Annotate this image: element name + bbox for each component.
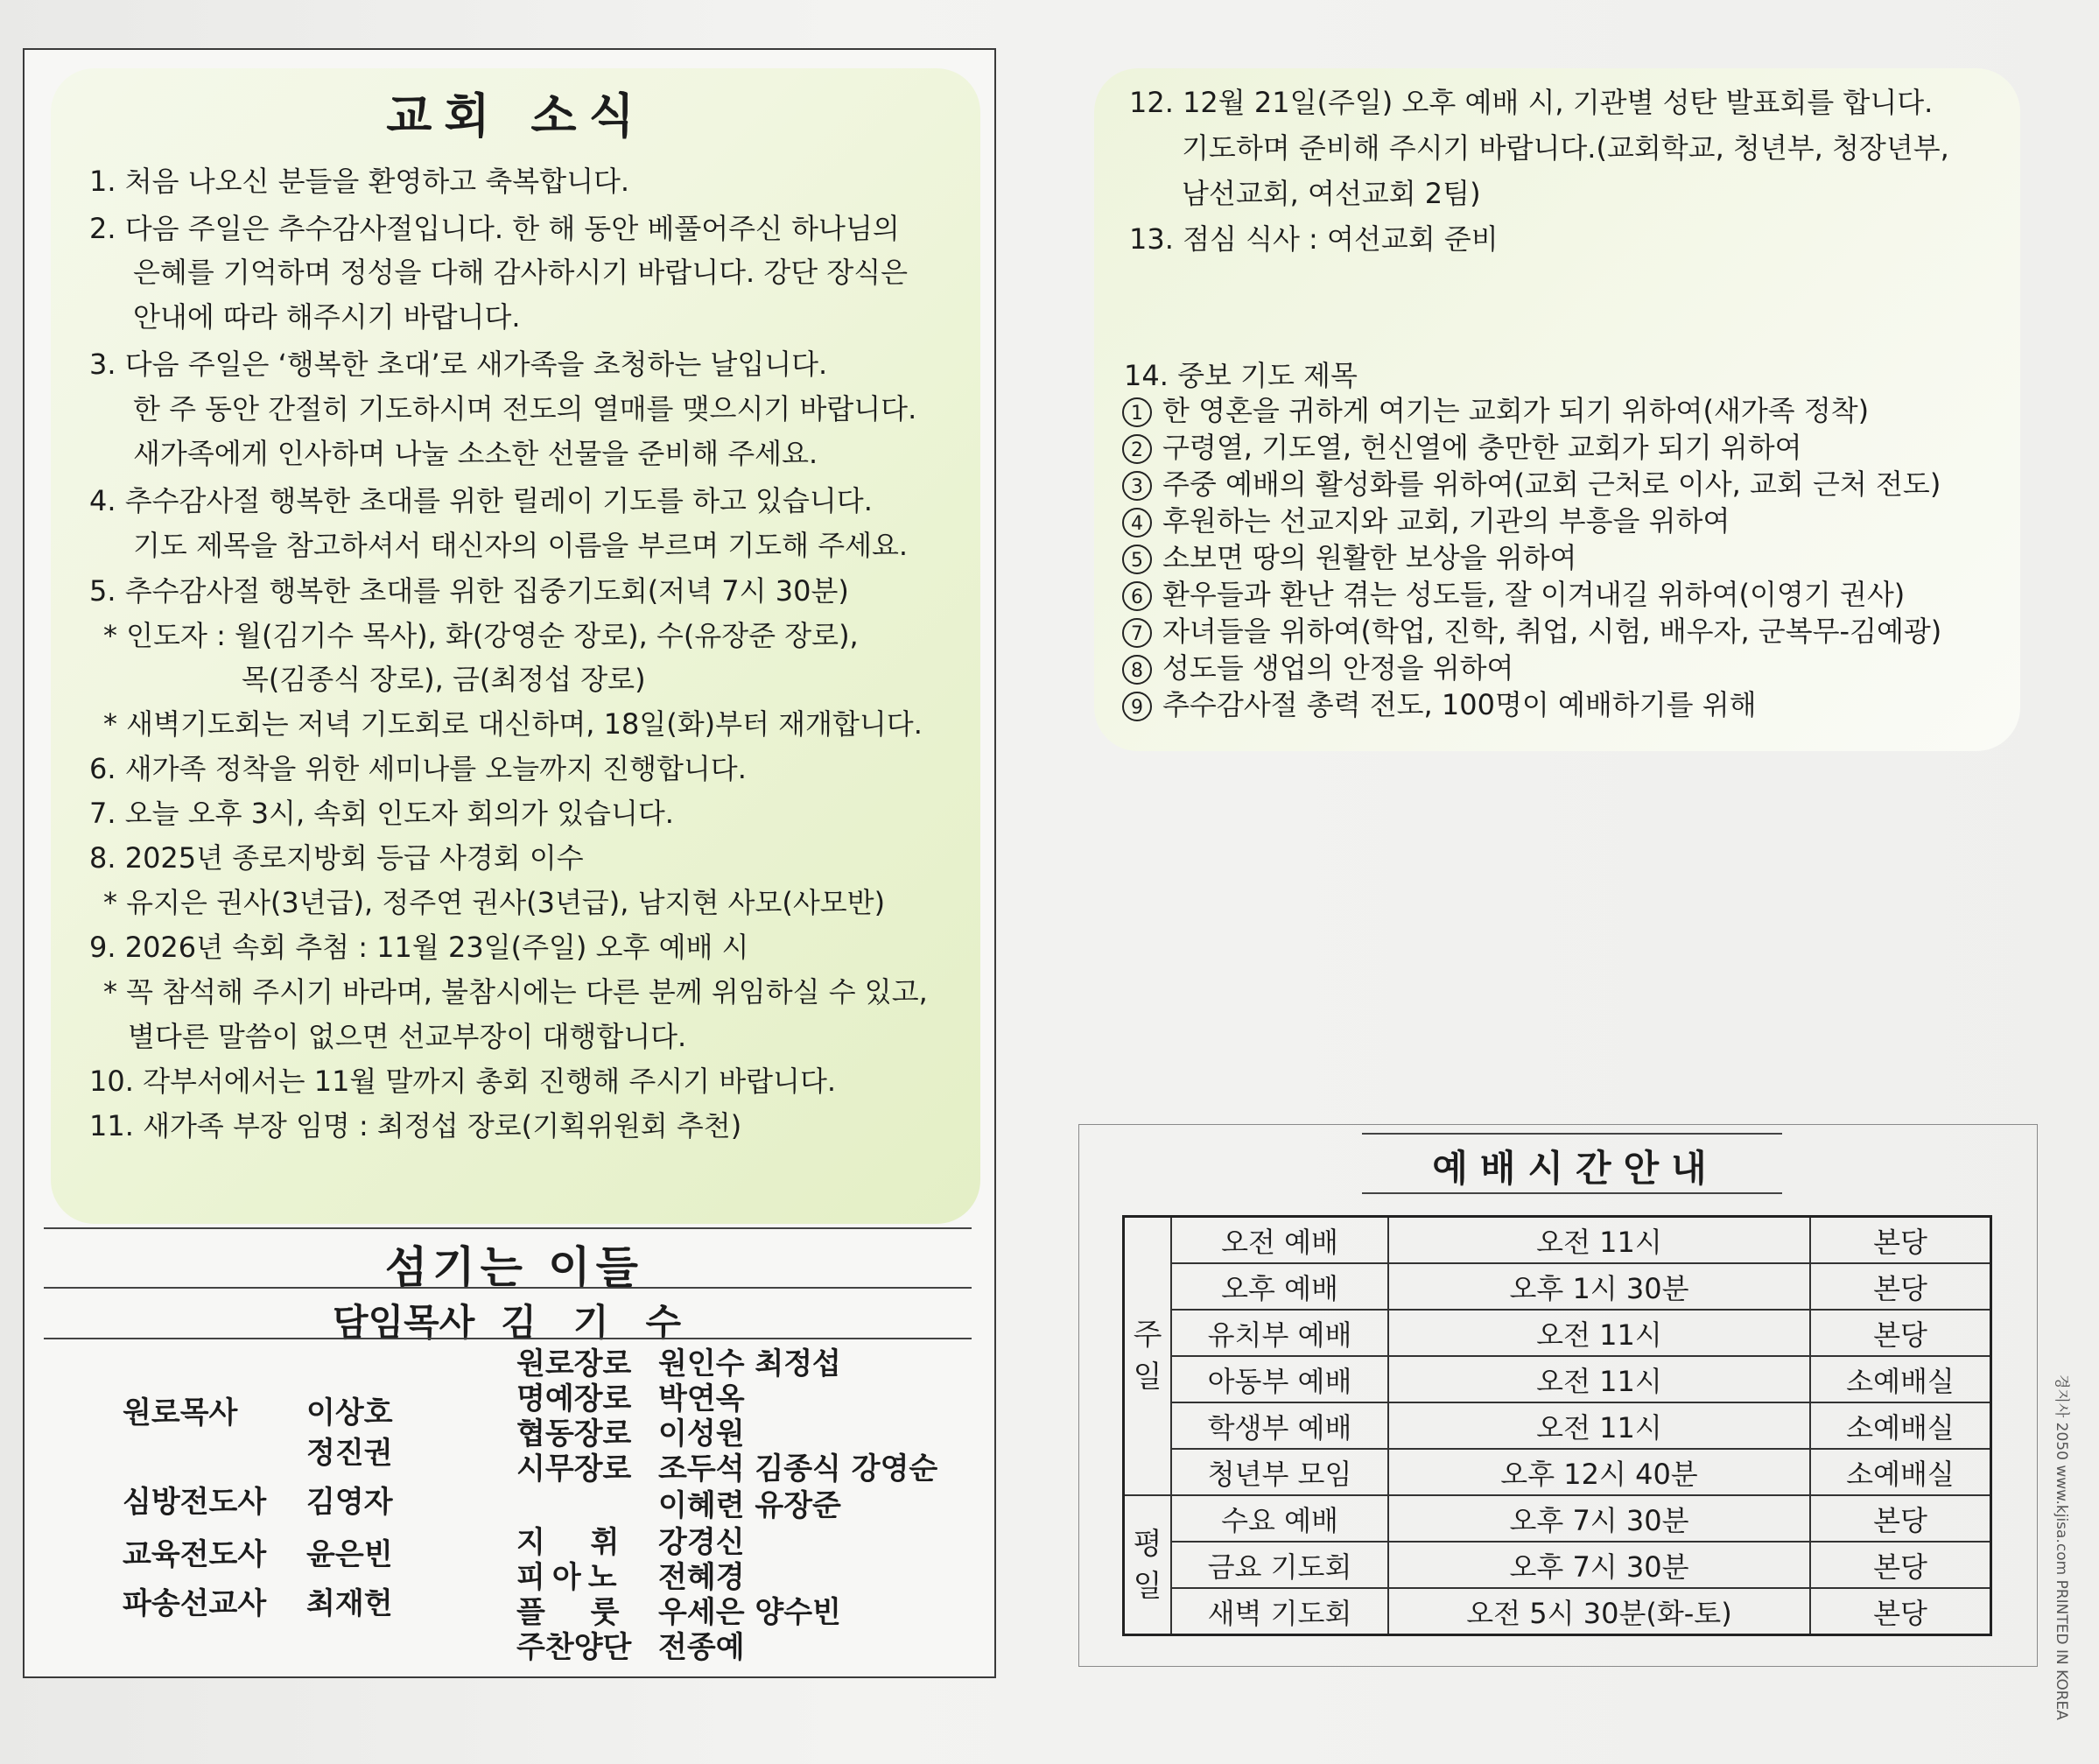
prayer-text: 자녀들을 위하여(학업, 진학, 취업, 시험, 배우자, 군복무-김예광) xyxy=(1162,615,1942,648)
news-line: 3. 다음 주일은 ‘행복한 초대’로 새가족을 초청하는 날입니다. xyxy=(89,348,828,381)
staff-name: 김영자 xyxy=(306,1485,393,1520)
staff-role: 지 휘 xyxy=(516,1525,620,1560)
table-row xyxy=(1124,1542,1991,1588)
news-line: 별다른 말씀이 없으면 선교부장이 대행합니다. xyxy=(128,1020,687,1053)
pastor-name: 김기수 xyxy=(501,1301,719,1344)
prayer-text: 한 영혼을 귀하게 여기는 교회가 되기 위하여(새가족 정착) xyxy=(1162,394,1870,427)
circled-number: 7 xyxy=(1122,618,1152,648)
service-time: 오후 7시 30분 xyxy=(1388,1542,1810,1588)
staff-role: 명예장로 xyxy=(516,1381,632,1416)
service-place: 소예배실 xyxy=(1810,1402,1991,1449)
news-line: * 인도자 : 월(김기수 목사), 화(강영순 장로), 수(유장준 장로), xyxy=(103,619,859,652)
service-time: 오전 11시 xyxy=(1388,1217,1810,1264)
prayer-text: 후원하는 선교지와 교회, 기관의 부흥을 위하여 xyxy=(1162,504,1730,538)
prayer-item xyxy=(1122,504,1730,538)
circled-number: 1 xyxy=(1122,397,1152,427)
circled-number: 6 xyxy=(1122,581,1152,611)
service-name: 유치부 예배 xyxy=(1171,1310,1388,1356)
divider xyxy=(44,1227,972,1229)
news-line: 9. 2026년 속회 추첨 : 11월 23일(주일) 오후 예배 시 xyxy=(89,931,749,964)
news-line: 8. 2025년 종로지방회 등급 사경회 이수 xyxy=(89,841,584,875)
staff-name: 윤은빈 xyxy=(306,1537,393,1572)
divider xyxy=(1362,1192,1782,1194)
news-line: 기도 제목을 참고하셔서 태신자의 이름을 부르며 기도해 주세요. xyxy=(133,529,909,562)
news-line: 4. 추수감사절 행복한 초대를 위한 릴레이 기도를 하고 있습니다. xyxy=(89,484,873,517)
news-line: 안내에 따라 해주시기 바랍니다. xyxy=(133,300,521,334)
prayer-item xyxy=(1122,431,1802,464)
news-title: 교회 소식 xyxy=(386,88,647,144)
service-name: 오후 예배 xyxy=(1171,1263,1388,1310)
service-name: 금요 기도회 xyxy=(1171,1542,1388,1588)
service-time: 오전 5시 30분(화-토) xyxy=(1388,1588,1810,1635)
table-row xyxy=(1124,1356,1991,1402)
news-line: 12. 12월 21일(주일) 오후 예배 시, 기관별 성탄 발표회를 합니다. xyxy=(1129,86,1934,119)
staff-role: 심방전도사 xyxy=(123,1485,267,1520)
news-line: * 꼭 참석해 주시기 바라며, 불참시에는 다른 분께 위임하실 수 있고, xyxy=(103,975,928,1009)
table-row xyxy=(1124,1217,1991,1264)
worship-schedule-table xyxy=(1122,1215,1992,1636)
news-line: 10. 각부서에서는 11월 말까지 총회 진행해 주시기 바랍니다. xyxy=(89,1065,837,1098)
printer-mark-text: 경지사 2050 www.kjisa.com PRINTED IN KOREA xyxy=(2053,1374,2070,1720)
news-line: * 새벽기도회는 저녁 기도회로 대신하며, 18일(화)부터 재개합니다. xyxy=(103,707,923,741)
staff-role: 원로장로 xyxy=(516,1346,632,1381)
staff-name: 이상호 xyxy=(306,1395,393,1430)
staff-name: 최재헌 xyxy=(306,1586,393,1621)
staff-name: 원인수 최정섭 xyxy=(658,1346,841,1381)
circled-number: 8 xyxy=(1122,655,1152,685)
news-line: * 유지은 권사(3년급), 정주연 권사(3년급), 남지현 사모(사모반) xyxy=(103,886,886,919)
staff-name: 박연옥 xyxy=(658,1381,745,1416)
circled-number: 5 xyxy=(1122,545,1152,574)
staff-name: 정진권 xyxy=(306,1436,393,1471)
prayer-text: 성도들 생업의 안정을 위하여 xyxy=(1162,651,1514,685)
divider xyxy=(1362,1133,1782,1135)
service-place: 소예배실 xyxy=(1810,1449,1991,1495)
prayer-text: 구령열, 기도열, 헌신열에 충만한 교회가 되기 위하여 xyxy=(1162,431,1802,464)
prayer-item xyxy=(1122,578,1905,611)
news-line: 6. 새가족 정착을 위한 세미나를 오늘까지 진행합니다. xyxy=(89,752,747,785)
service-name: 오전 예배 xyxy=(1171,1217,1388,1264)
news-line: 은혜를 기억하며 정성을 다해 감사하시기 바랍니다. 강단 장식은 xyxy=(133,256,909,289)
service-name: 학생부 예배 xyxy=(1171,1402,1388,1449)
service-place: 본당 xyxy=(1810,1217,1991,1264)
worship-times-title: 예배시간안내 xyxy=(1432,1147,1719,1190)
news-line: 13. 점심 식사 : 여선교회 준비 xyxy=(1129,222,1499,256)
table-row xyxy=(1124,1449,1991,1495)
staff-name: 조두석 김종식 강영순 xyxy=(658,1451,938,1486)
staff-role: 교육전도사 xyxy=(123,1537,267,1572)
prayer-text: 환우들과 환난 겪는 성도들, 잘 이겨내길 위하여(이영기 권사) xyxy=(1162,578,1906,611)
circled-number: 9 xyxy=(1122,692,1152,721)
table-row xyxy=(1124,1310,1991,1356)
staff-role: 주찬양단 xyxy=(516,1630,632,1665)
news-line: 남선교회, 여선교회 2팀) xyxy=(1182,177,1481,210)
news-line: 2. 다음 주일은 추수감사절입니다. 한 해 동안 베풀어주신 하나님의 xyxy=(89,212,900,245)
staff-role: 파송선교사 xyxy=(123,1586,267,1621)
service-place: 본당 xyxy=(1810,1263,1991,1310)
news-line: 1. 처음 나오신 분들을 환영하고 축복합니다. xyxy=(89,165,630,198)
staff-name: 이혜련 유장준 xyxy=(658,1488,841,1523)
prayer-text: 주중 예배의 활성화를 위하여(교회 근처로 이사, 교회 근처 전도) xyxy=(1162,467,1941,501)
prayer-item xyxy=(1122,394,1869,427)
weekday-group-label: 평 일 xyxy=(1124,1495,1172,1635)
service-name: 아동부 예배 xyxy=(1171,1356,1388,1402)
staff-name: 전혜경 xyxy=(658,1560,745,1595)
table-row xyxy=(1124,1263,1991,1310)
pastor-role: 담임목사 xyxy=(333,1301,475,1344)
prayer-item xyxy=(1122,467,1941,501)
news-line: 11. 새가족 부장 임명 : 최정섭 장로(기획위원회 추천) xyxy=(89,1109,742,1142)
staff-role: 플 룻 xyxy=(516,1595,620,1630)
service-place: 본당 xyxy=(1810,1542,1991,1588)
service-name: 청년부 모임 xyxy=(1171,1449,1388,1495)
staff-name: 우세은 양수빈 xyxy=(658,1595,841,1630)
service-time: 오전 11시 xyxy=(1388,1402,1810,1449)
news-line: 한 주 동안 간절히 기도하시며 전도의 열매를 맺으시기 바랍니다. xyxy=(133,392,917,425)
staff-role: 협동장로 xyxy=(516,1416,632,1451)
service-time: 오전 11시 xyxy=(1388,1310,1810,1356)
circled-number: 4 xyxy=(1122,508,1152,538)
prayer-text: 소보면 땅의 원활한 보상을 위하여 xyxy=(1162,541,1577,574)
table-row xyxy=(1124,1495,1991,1542)
sunday-group-label: 주 일 xyxy=(1124,1217,1172,1496)
news-line: 7. 오늘 오후 3시, 속회 인도자 회의가 있습니다. xyxy=(89,797,674,830)
news-line: 목(김종식 장로), 금(최정섭 장로) xyxy=(242,663,646,696)
service-place: 본당 xyxy=(1810,1588,1991,1635)
news-line: 5. 추수감사절 행복한 초대를 위한 집중기도회(저녁 7시 30분) xyxy=(89,574,849,608)
service-place: 본당 xyxy=(1810,1310,1991,1356)
service-time: 오전 11시 xyxy=(1388,1356,1810,1402)
service-place: 본당 xyxy=(1810,1495,1991,1542)
printer-mark xyxy=(2048,1374,2083,1720)
circled-number: 3 xyxy=(1122,471,1152,501)
service-time: 오후 12시 40분 xyxy=(1388,1449,1810,1495)
news-line: 새가족에게 인사하며 나눌 소소한 선물을 준비해 주세요. xyxy=(133,437,818,470)
servers-title: 섬기는 이들 xyxy=(385,1242,643,1293)
prayer-item xyxy=(1122,688,1757,721)
prayer-item xyxy=(1122,541,1576,574)
staff-role: 시무장로 xyxy=(516,1451,632,1486)
staff-name: 강경신 xyxy=(658,1525,745,1560)
service-name: 수요 예배 xyxy=(1171,1495,1388,1542)
service-place: 소예배실 xyxy=(1810,1356,1991,1402)
staff-name: 전종예 xyxy=(658,1630,745,1665)
prayer-heading: 14. 중보 기도 제목 xyxy=(1124,359,1358,392)
divider xyxy=(44,1287,972,1289)
prayer-item xyxy=(1122,651,1513,685)
divider xyxy=(44,1338,972,1339)
news-line: 기도하며 준비해 주시기 바랍니다.(교회학교, 청년부, 청장년부, xyxy=(1182,131,1949,165)
prayer-item xyxy=(1122,615,1941,648)
staff-name: 이성원 xyxy=(658,1416,745,1451)
staff-role: 피아노 xyxy=(516,1560,624,1595)
service-name: 새벽 기도회 xyxy=(1171,1588,1388,1635)
staff-role: 원로목사 xyxy=(123,1395,238,1430)
service-time: 오후 1시 30분 xyxy=(1388,1263,1810,1310)
circled-number: 2 xyxy=(1122,434,1152,464)
table-row xyxy=(1124,1402,1991,1449)
table-row xyxy=(1124,1588,1991,1635)
service-time: 오후 7시 30분 xyxy=(1388,1495,1810,1542)
prayer-text: 추수감사절 총력 전도, 100명이 예배하기를 위해 xyxy=(1162,688,1757,721)
